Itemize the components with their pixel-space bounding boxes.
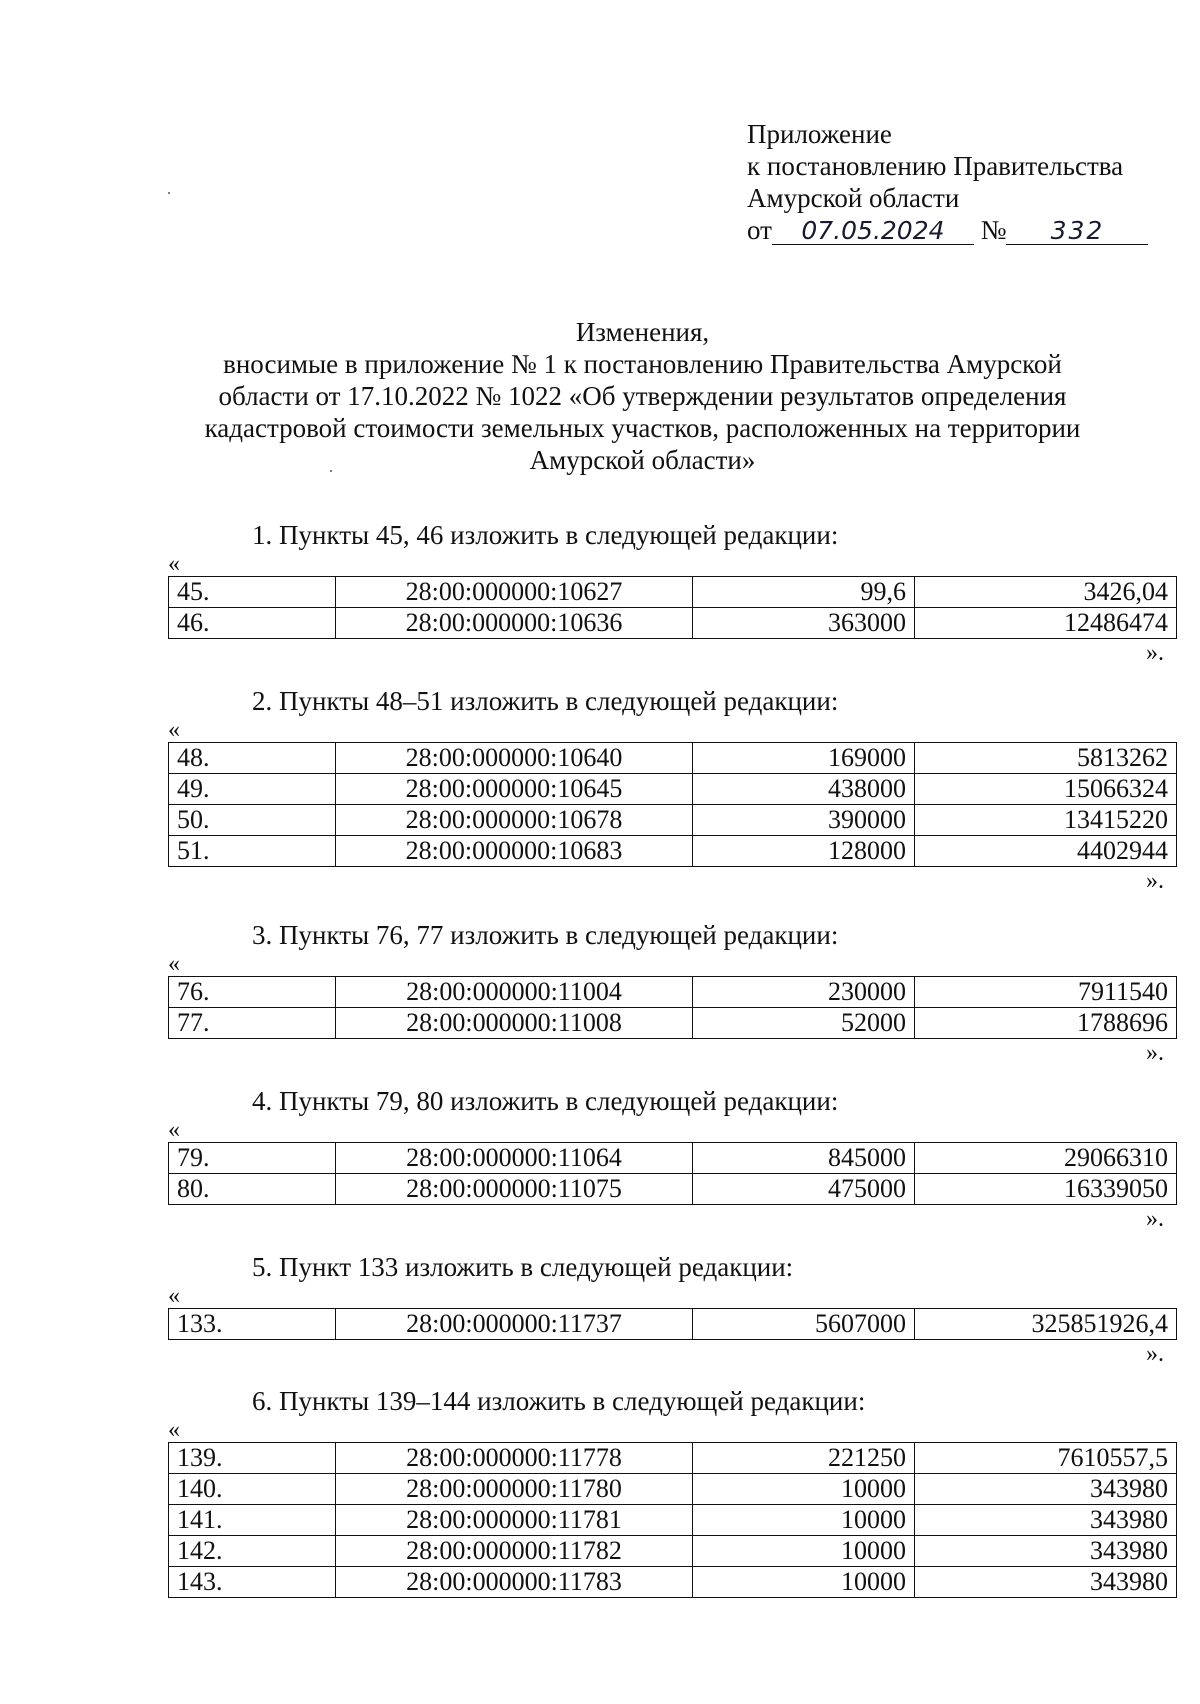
row-number-cell: 140. xyxy=(169,1474,336,1505)
row-number-cell: 49. xyxy=(169,774,336,805)
amendment-section xyxy=(168,520,1178,667)
plot-area-cell: 5607000 xyxy=(693,1309,915,1340)
quote-open: « xyxy=(168,717,180,743)
cadastral-cost-cell: 7911540 xyxy=(915,977,1177,1008)
cadastral-cost-cell: 5813262 xyxy=(915,743,1177,774)
table-row xyxy=(169,774,1177,805)
cadastral-cost-cell: 343980 xyxy=(915,1505,1177,1536)
cadastral-cost-cell: 1788696 xyxy=(915,1008,1177,1039)
plot-area-cell: 10000 xyxy=(693,1536,915,1567)
table-row xyxy=(169,1143,1177,1174)
cadastral-number-cell: 28:00:000000:11778 xyxy=(336,1443,693,1474)
title-line: Амурской области» xyxy=(529,445,756,475)
title-line: кадастровой стоимости земельных участков, расположенных на территории xyxy=(204,413,1081,443)
appendix-line: к постановлению Правительства xyxy=(747,151,1124,181)
row-number-cell: 45. xyxy=(169,577,336,608)
date-prefix: от xyxy=(747,215,772,245)
cadastral-cost-cell: 4402944 xyxy=(915,836,1177,867)
cadastral-number-cell: 28:00:000000:11783 xyxy=(336,1567,693,1598)
plot-area-cell: 10000 xyxy=(693,1567,915,1598)
amendment-section xyxy=(168,1252,1178,1368)
plot-area-cell: 438000 xyxy=(693,774,915,805)
row-number-cell: 141. xyxy=(169,1505,336,1536)
quote-close: ». xyxy=(1146,868,1164,894)
section-heading: 1. Пункты 45, 46 изложить в следующей редакции: xyxy=(252,520,839,550)
row-number-cell: 139. xyxy=(169,1443,336,1474)
cadastral-cost-cell: 15066324 xyxy=(915,774,1177,805)
land-plot-table xyxy=(168,576,1177,639)
section-heading: 4. Пункты 79, 80 изложить в следующей редакции: xyxy=(252,1086,839,1116)
plot-area-cell: 475000 xyxy=(693,1174,915,1205)
title-line: Изменения, xyxy=(575,317,710,347)
cadastral-number-cell: 28:00:000000:11780 xyxy=(336,1474,693,1505)
plot-area-cell: 99,6 xyxy=(693,577,915,608)
cadastral-cost-cell: 12486474 xyxy=(915,608,1177,639)
handwritten-date: 07.05.2024 xyxy=(772,218,974,245)
section-heading: 6. Пункты 139–144 изложить в следующей редакции: xyxy=(252,1386,866,1416)
quote-close: ». xyxy=(1146,1341,1164,1367)
plot-area-cell: 169000 xyxy=(693,743,915,774)
number-prefix: № xyxy=(980,215,1007,245)
row-number-cell: 133. xyxy=(169,1309,336,1340)
quote-open: « xyxy=(168,1117,180,1143)
quote-close: ». xyxy=(1146,640,1164,666)
table-row xyxy=(169,1474,1177,1505)
row-number-cell: 48. xyxy=(169,743,336,774)
plot-area-cell: 845000 xyxy=(693,1143,915,1174)
row-number-cell: 77. xyxy=(169,1008,336,1039)
plot-area-cell: 128000 xyxy=(693,836,915,867)
cadastral-cost-cell: 343980 xyxy=(915,1536,1177,1567)
cadastral-cost-cell: 343980 xyxy=(915,1474,1177,1505)
row-number-cell: 76. xyxy=(169,977,336,1008)
plot-area-cell: 230000 xyxy=(693,977,915,1008)
cadastral-number-cell: 28:00:000000:10683 xyxy=(336,836,693,867)
land-plot-table xyxy=(168,976,1177,1039)
table-row xyxy=(169,1008,1177,1039)
handwritten-number: 332 xyxy=(1006,218,1148,245)
cadastral-number-cell: 28:00:000000:10640 xyxy=(336,743,693,774)
table-row xyxy=(169,836,1177,867)
plot-area-cell: 10000 xyxy=(693,1505,915,1536)
section-heading: 3. Пункты 76, 77 изложить в следующей редакции: xyxy=(252,920,839,950)
row-number-cell: 80. xyxy=(169,1174,336,1205)
plot-area-cell: 10000 xyxy=(693,1474,915,1505)
quote-open: « xyxy=(168,1417,180,1443)
cadastral-number-cell: 28:00:000000:10636 xyxy=(336,608,693,639)
quote-close: ». xyxy=(1146,1040,1164,1066)
amendment-section xyxy=(168,1386,1178,1598)
table-row xyxy=(169,1309,1177,1340)
cadastral-number-cell: 28:00:000000:11064 xyxy=(336,1143,693,1174)
appendix-line: Амурской области xyxy=(747,183,960,213)
cadastral-number-cell: 28:00:000000:10645 xyxy=(336,774,693,805)
cadastral-number-cell: 28:00:000000:10627 xyxy=(336,577,693,608)
cadastral-cost-cell: 13415220 xyxy=(915,805,1177,836)
document-title xyxy=(160,316,1125,476)
plot-area-cell: 390000 xyxy=(693,805,915,836)
table-row xyxy=(169,1536,1177,1567)
scan-speck xyxy=(168,192,170,194)
quote-open: « xyxy=(168,951,180,977)
cadastral-cost-cell: 325851926,4 xyxy=(915,1309,1177,1340)
land-plot-table xyxy=(168,1442,1177,1598)
table-row xyxy=(169,608,1177,639)
title-line: области от 17.10.2022 № 1022 «Об утверждении результатов определения xyxy=(218,381,1067,411)
row-number-cell: 51. xyxy=(169,836,336,867)
cadastral-number-cell: 28:00:000000:11004 xyxy=(336,977,693,1008)
table-row xyxy=(169,577,1177,608)
plot-area-cell: 363000 xyxy=(693,608,915,639)
land-plot-table xyxy=(168,742,1177,867)
cadastral-cost-cell: 3426,04 xyxy=(915,577,1177,608)
quote-open: « xyxy=(168,1283,180,1309)
table-row xyxy=(169,977,1177,1008)
table-row xyxy=(169,1443,1177,1474)
cadastral-number-cell: 28:00:000000:11008 xyxy=(336,1008,693,1039)
quote-close: ». xyxy=(1146,1206,1164,1232)
row-number-cell: 79. xyxy=(169,1143,336,1174)
cadastral-number-cell: 28:00:000000:11075 xyxy=(336,1174,693,1205)
cadastral-number-cell: 28:00:000000:11782 xyxy=(336,1536,693,1567)
section-heading: 5. Пункт 133 изложить в следующей редакции: xyxy=(252,1252,794,1282)
amendment-section xyxy=(168,1086,1178,1233)
cadastral-cost-cell: 16339050 xyxy=(915,1174,1177,1205)
row-number-cell: 50. xyxy=(169,805,336,836)
table-row xyxy=(169,1567,1177,1598)
cadastral-cost-cell: 343980 xyxy=(915,1567,1177,1598)
table-row xyxy=(169,805,1177,836)
amendment-section xyxy=(168,920,1178,1067)
cadastral-cost-cell: 7610557,5 xyxy=(915,1443,1177,1474)
table-row xyxy=(169,743,1177,774)
appendix-line: Приложение xyxy=(747,119,892,149)
row-number-cell: 142. xyxy=(169,1536,336,1567)
land-plot-table xyxy=(168,1308,1177,1340)
section-heading: 2. Пункты 48–51 изложить в следующей редакции: xyxy=(252,686,839,716)
appendix-date-line xyxy=(747,214,1148,246)
plot-area-cell: 221250 xyxy=(693,1443,915,1474)
row-number-cell: 46. xyxy=(169,608,336,639)
cadastral-cost-cell: 29066310 xyxy=(915,1143,1177,1174)
cadastral-number-cell: 28:00:000000:11781 xyxy=(336,1505,693,1536)
land-plot-table xyxy=(168,1142,1177,1205)
plot-area-cell: 52000 xyxy=(693,1008,915,1039)
appendix-block xyxy=(747,118,1148,246)
cadastral-number-cell: 28:00:000000:10678 xyxy=(336,805,693,836)
table-row xyxy=(169,1174,1177,1205)
quote-open: « xyxy=(168,551,180,577)
table-row xyxy=(169,1505,1177,1536)
title-line: вносимые в приложение № 1 к постановлению Правительства Амурской xyxy=(223,349,1062,379)
row-number-cell: 143. xyxy=(169,1567,336,1598)
cadastral-number-cell: 28:00:000000:11737 xyxy=(336,1309,693,1340)
amendment-section xyxy=(168,686,1178,895)
